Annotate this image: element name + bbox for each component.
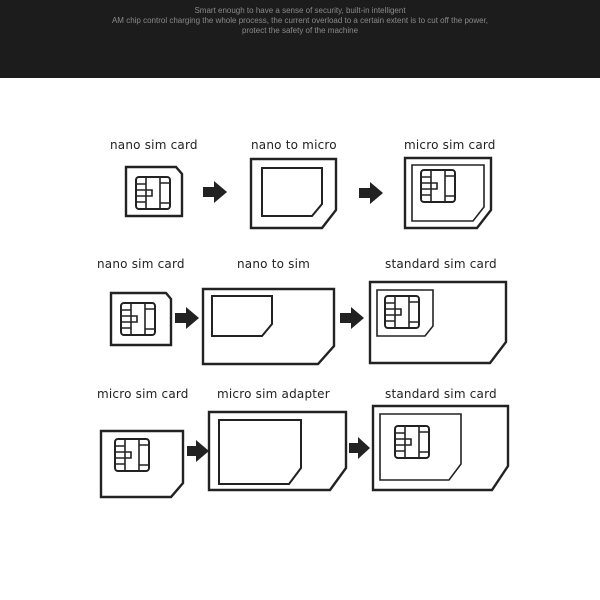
row3-micro-sim-card — [101, 431, 183, 497]
row3-arrow-1 — [187, 440, 209, 462]
banner-text-line-3: protect the safety of the machine — [241, 26, 359, 35]
row2-nano-sim-card — [111, 293, 171, 345]
row2-arrow-1 — [175, 307, 199, 329]
row1-arrow-1 — [203, 181, 227, 203]
row1-left-label: nano sim card — [110, 138, 198, 152]
row2-right-label: standard sim card — [385, 257, 497, 271]
row3-left-label: micro sim card — [97, 387, 189, 401]
row3-right-label: standard sim card — [385, 387, 497, 401]
row3-standard-sim-card — [373, 406, 508, 490]
row1-middle-label: nano to micro — [251, 138, 337, 152]
row1-nano-to-micro-adapter — [251, 159, 336, 228]
row2-nano-to-sim-adapter — [203, 289, 334, 364]
row3-middle-label: micro sim adapter — [217, 387, 330, 401]
row2-left-label: nano sim card — [97, 257, 185, 271]
banner-text-line-1: Smart enough to have a sense of security, built-in intelligent — [194, 6, 406, 15]
row1-micro-sim-card — [405, 158, 491, 228]
row3-arrow-2 — [349, 437, 370, 459]
row2-arrow-2 — [340, 307, 364, 329]
row1-arrow-2 — [359, 182, 383, 204]
row3-micro-sim-adapter — [209, 412, 346, 490]
banner-text-line-2: AM chip control charging the whole process, the current overload to a certain extent is to cut off the power, — [111, 16, 489, 25]
row1-right-label: micro sim card — [404, 138, 496, 152]
row2-middle-label: nano to sim — [237, 257, 311, 271]
row1-nano-sim-card — [126, 167, 182, 216]
row2-standard-sim-card — [370, 282, 506, 363]
